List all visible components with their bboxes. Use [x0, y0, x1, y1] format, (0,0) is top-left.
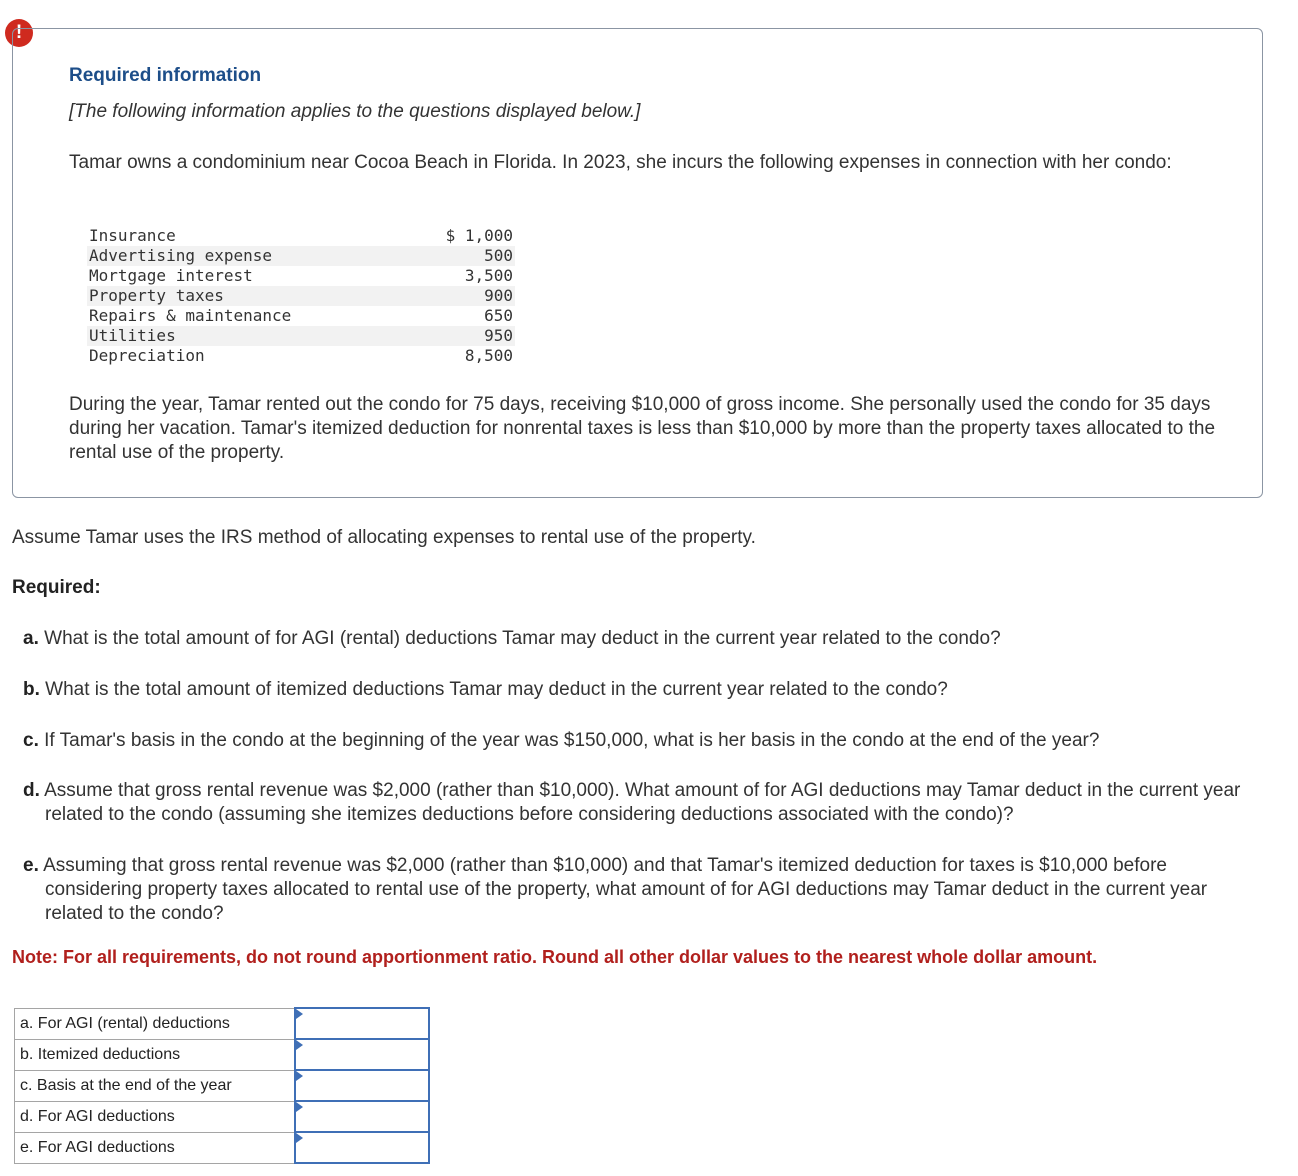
expense-label: Mortgage interest: [89, 266, 253, 285]
table-row: [15, 1101, 430, 1132]
answer-cell: [295, 1070, 429, 1101]
expense-label: Advertising expense: [87, 246, 431, 266]
expense-label: Utilities: [87, 326, 431, 346]
expense-amount: 8,500: [464, 346, 513, 365]
question-letter: c.: [23, 730, 39, 751]
required-information-heading: Required information: [69, 65, 262, 86]
expense-amount: 900: [431, 286, 515, 306]
answer-cell: [295, 1101, 429, 1132]
question-c: [23, 729, 1263, 753]
answer-label: d. For AGI deductions: [15, 1101, 296, 1132]
answer-cell: [295, 1039, 429, 1070]
applies-note: [The following information applies to the questions displayed below.]: [69, 101, 641, 122]
answer-input-e[interactable]: [296, 1134, 424, 1161]
table-row: [15, 1070, 430, 1101]
expense-label: Repairs & maintenance: [89, 306, 292, 325]
expense-amount: $ 1,000: [445, 226, 513, 245]
input-flag-icon: [296, 1071, 303, 1081]
question-text: Assuming that gross rental revenue was $2,000 (rather than $10,000) and that Tamar's itemized deduction for taxes is $10,000 before considering property taxes allocated to rental use of the property, what amount of for AGI deductions may Tamar deduct in the current year related to the condo?: [43, 855, 1208, 924]
rental-usage-paragraph: During the year, Tamar rented out the condo for 75 days, receiving $10,000 of gross income. She personally used the condo for 35 days during her vacation. Tamar's itemized deduction for nonrental taxes is less than $10,000 by more than the property taxes allocated to the rental use of the property.: [69, 394, 1216, 463]
answer-input-c[interactable]: [296, 1072, 424, 1099]
input-flag-icon: [296, 1102, 303, 1112]
scenario-intro: Tamar owns a condominium near Cocoa Beach in Florida. In 2023, she incurs the following expenses in connection with her condo:: [69, 152, 1172, 173]
question-letter: e.: [23, 855, 39, 876]
table-row: [87, 226, 515, 246]
input-flag-icon: [296, 1040, 303, 1050]
answer-input-b[interactable]: [296, 1041, 424, 1068]
question-letter: d.: [23, 780, 40, 801]
table-row: [87, 346, 515, 366]
table-row: [15, 1132, 430, 1163]
expense-amount: 3,500: [464, 266, 513, 285]
expense-amount: 500: [431, 246, 515, 266]
table-row: [87, 326, 515, 346]
table-row: [87, 266, 515, 286]
answer-table: [14, 1007, 430, 1164]
question-letter: b.: [23, 679, 40, 700]
expense-label: Insurance: [89, 226, 176, 245]
table-row: [15, 1039, 430, 1070]
answer-label: c. Basis at the end of the year: [15, 1070, 296, 1101]
assumption-text: Assume Tamar uses the IRS method of allocating expenses to rental use of the property.: [12, 527, 756, 548]
expense-amount: 950: [431, 326, 515, 346]
expense-table: [87, 226, 515, 366]
input-flag-icon: [296, 1133, 303, 1143]
question-text: If Tamar's basis in the condo at the beginning of the year was $150,000, what is her basis in the condo at the end of the year?: [44, 730, 1100, 751]
question-d: [23, 779, 1263, 827]
question-e: [23, 854, 1263, 926]
answer-label: b. Itemized deductions: [15, 1039, 296, 1070]
table-row: [87, 286, 515, 306]
answer-label: a. For AGI (rental) deductions: [15, 1008, 296, 1039]
question-b: [23, 678, 1263, 702]
expense-amount: 650: [484, 306, 513, 325]
answer-input-d[interactable]: [296, 1103, 424, 1130]
question-a: [23, 627, 1263, 651]
question-text: What is the total amount of itemized deductions Tamar may deduct in the current year related to the condo?: [45, 679, 948, 700]
required-information-box: [12, 28, 1263, 498]
expense-label: Property taxes: [87, 286, 431, 306]
table-row: [15, 1008, 430, 1039]
answer-label: e. For AGI deductions: [15, 1132, 296, 1163]
answer-input-a[interactable]: [296, 1010, 424, 1037]
rounding-note: Note: For all requirements, do not round apportionment ratio. Round all other dollar values to the nearest whole dollar amount.: [12, 947, 1098, 967]
answer-cell: [295, 1008, 429, 1039]
table-row: [87, 306, 515, 326]
question-letter: a.: [23, 628, 39, 649]
alert-icon: !: [5, 19, 33, 47]
answer-cell: [295, 1132, 429, 1163]
input-flag-icon: [296, 1009, 303, 1019]
table-row: [87, 246, 515, 266]
question-text: Assume that gross rental revenue was $2,000 (rather than $10,000). What amount of for AGI deductions may Tamar deduct in the current year related to the condo (assuming she itemizes deductions before considering deductions associated with the condo)?: [44, 780, 1241, 825]
expense-label: Depreciation: [89, 346, 205, 365]
question-text: What is the total amount of for AGI (rental) deductions Tamar may deduct in the current year related to the condo?: [44, 628, 1001, 649]
required-heading: Required:: [12, 577, 101, 598]
